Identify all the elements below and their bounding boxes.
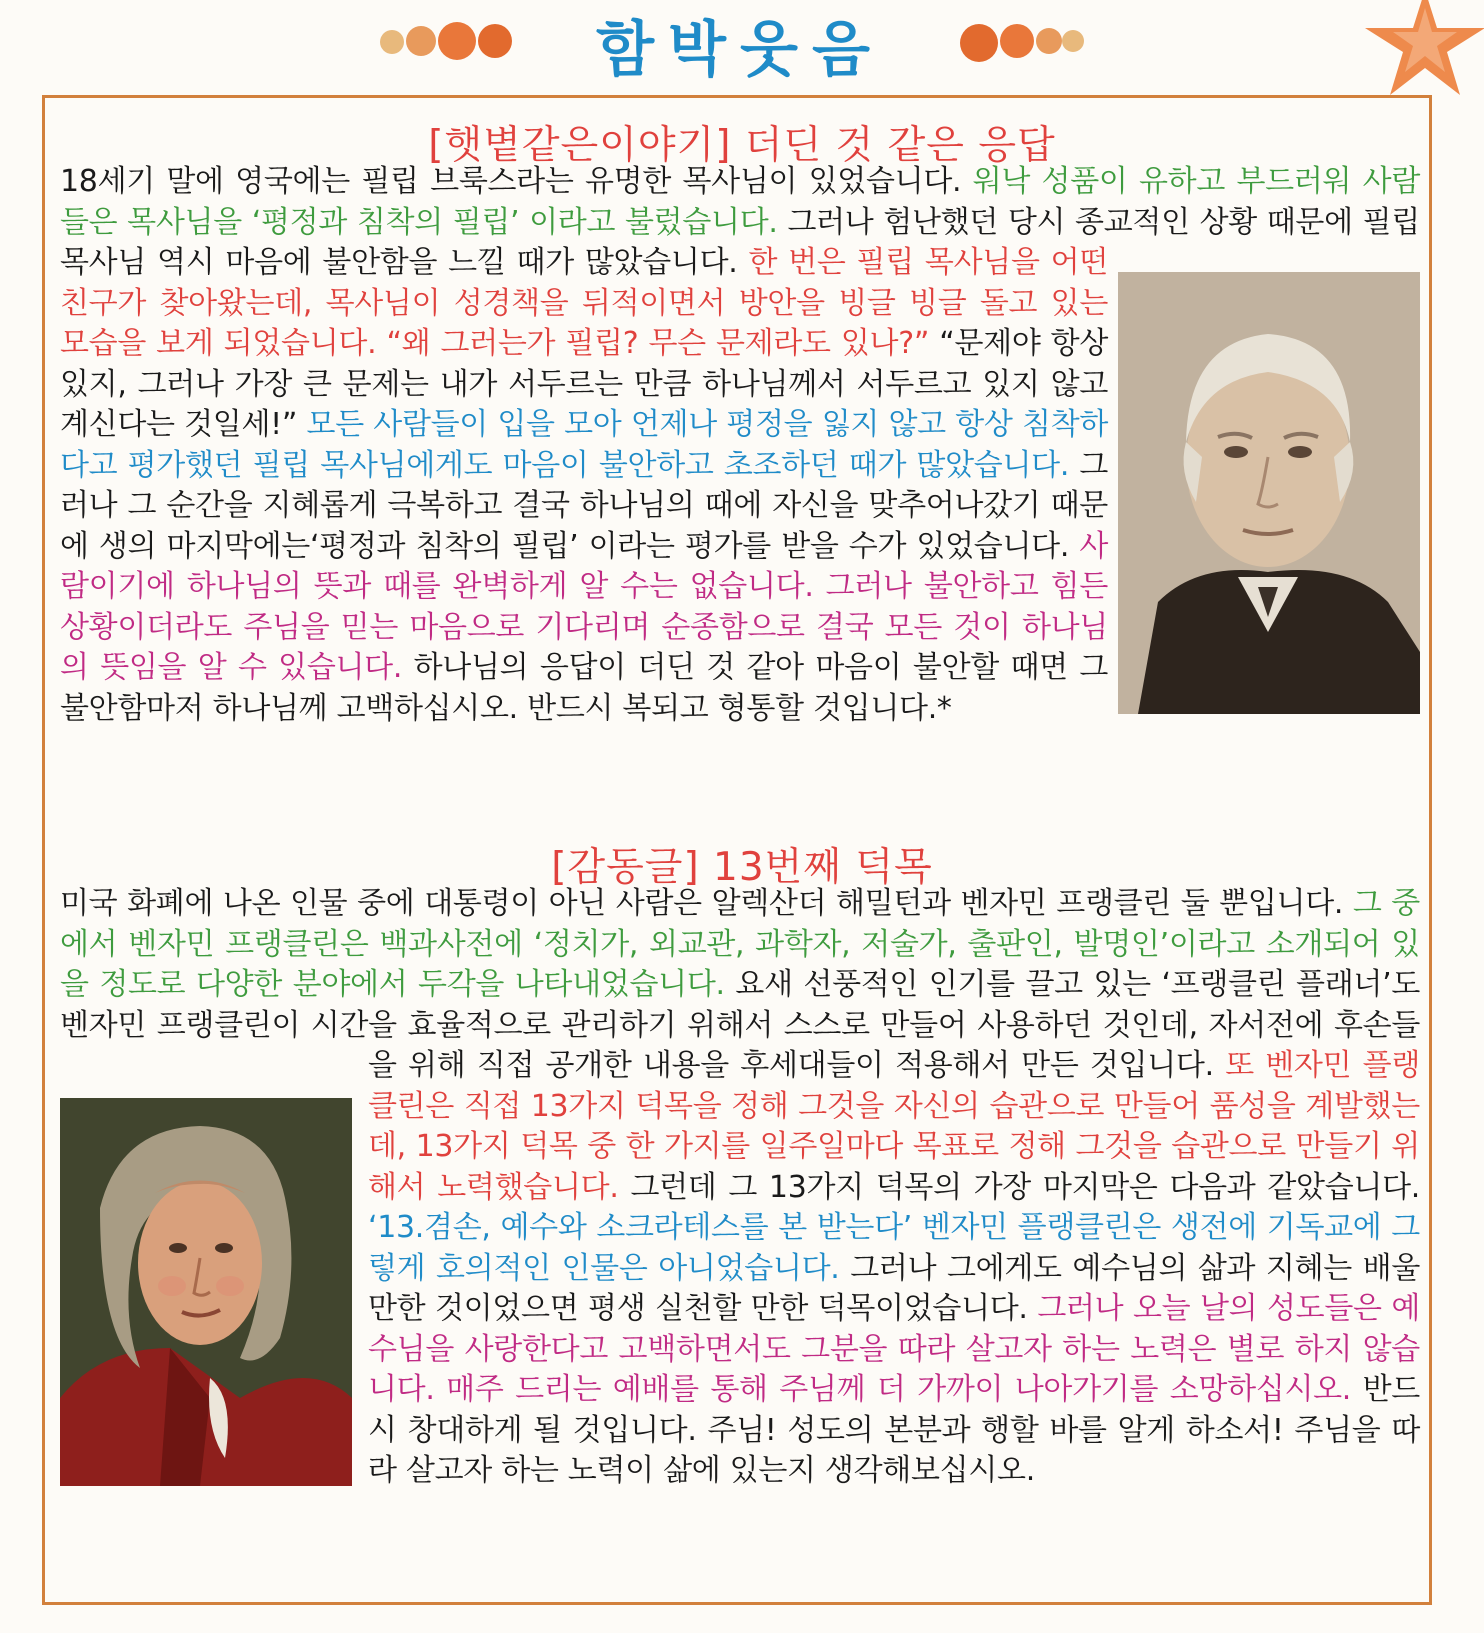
story2-heading: [감동글] 13번째 덕목	[551, 845, 933, 890]
star-icon	[1355, 0, 1484, 100]
page-title: 함박웃음	[596, 15, 884, 85]
story1-segment: 사람이기에 하나님의 뜻과 때를 완벽하게 알 수는 없습니다. 그러나 불안하고 힘든 상황이더라도 주님을 믿는 마음으로 기다리며 순종함으로 결국 모든 것이 하나님의 뜻임을 알 수 있습니다.	[60, 528, 1108, 685]
story1-segment: “문제야 항상 있지, 그러나 가장 큰 문제는 내가 서두르는 만큼 하나님께서 서두르고 있지 않고 계신다는 것일세!”	[60, 326, 1108, 442]
story2-segment: 미국 화폐에 나온 인물 중에 대통령이 아닌 사람은 알렉산더 해밀턴과 벤자민 프랭클린 둘 뿐입니다.	[60, 886, 1353, 921]
story2-segment: 반드시 창대하게 될 것입니다. 주님! 성도의 본분과 행할 바를 알게 하소서! 주님을 따라 살고자 하는 노력이 삶에 있는지 생각해보십시오.	[368, 1372, 1420, 1488]
story2-text	[60, 884, 1420, 1492]
story2-segment: ‘13.겸손, 예수와 소크라테스를 본 받는다’ 벤자민 플랭클린은 생전에 기독교에 그렇게 호의적인 인물은 아니었습니다.	[368, 1210, 1420, 1286]
story1-segment: 그러나 험난했던 당시 종교적인 상황 때문에 필립 목사님 역시 마음에 불안함을 느낄 때가 많았습니다.	[60, 204, 1420, 280]
story2-segment: 그 중에서 벤자민 프랭클린은 백과사전에 ‘정치가, 외교관, 과학자, 저술가, 출판인, 발명인’이라고 소개되어 있을 정도로 다양한 분야에서 두각을 나타내었습니다.	[60, 886, 1420, 1002]
page-header	[0, 0, 1484, 90]
story2-segment: 요새 선풍적인 인기를 끌고 있는 ‘프랭클린 플래너’도 벤자민 프랭클린이 시간을 효율적으로 관리하기 위해서 스스로 만들어 사용하던 것인데, 자서전에 후손들을 위해 직접 공개한 내용을 후세대들이 적용해서 만든 것입니다.	[60, 967, 1421, 1083]
story2-segment: 그러나 그에게도 예수님의 삶과 지혜는 배울만한 것이었으면 평생 실천할 만한 덕목이었습니다.	[368, 1250, 1420, 1326]
story2-segment: 그러나 오늘 날의 성도들은 예수님을 사랑한다고 고백하면서도 그분을 따라 살고자 하는 노력은 별로 하지 않습니다. 매주 드리는 예배를 통해 주님께 더 가까이 나아가기를 소망하십시오.	[368, 1291, 1420, 1407]
story2-segment: 그런데 그 13가지 덕목의 가장 마지막은 다음과 같았습니다.	[630, 1169, 1421, 1205]
story2-segment: 또 벤자민 플랭클린은 직접 13가지 덕목을 정해 그것을 자신의 습관으로 만들어 품성을 계발했는데, 13가지 덕목 중 한 가지를 일주일마다 목표로 정해 그것을 습관으로 만들기 위해서 노력했습니다.	[368, 1048, 1420, 1205]
story1-heading: [햇볕같은이야기] 더딘 것 같은 응답	[428, 123, 1056, 168]
story1-text-top	[60, 162, 1420, 729]
story1-segment: 모든 사람들이 입을 모아 언제나 평정을 잃지 않고 항상 침착하다고 평가했던 필립 목사님에게도 마음이 불안하고 초조하던 때가 많았습니다.	[60, 407, 1109, 483]
story1-segment: 18세기 말에 영국에는 필립 브룩스라는 유명한 목사님이 있었습니다.	[60, 164, 973, 199]
story1-segment: 한 번은 필립 목사님을 어떤 친구가 찾아왔는데, 목사님이 성경책을 뒤적이면서 방안을 빙글 빙글 돌고 있는 모습을 보게 되었습니다. “왜 그러는가 필립? 무슨 문제라도 있나?”	[60, 245, 1108, 361]
story1-segment: 워낙 성품이 유하고 부드러워 사람들은 목사님을 ‘평정과 침착의 필립’ 이라고 불렀습니다.	[60, 164, 1421, 240]
story1-segment: 하나님의 응답이 더딘 것 같아 마음이 불안할 때면 그 불안함마저 하나님께 고백하십시오. 반드시 복되고 형통할 것입니다.*	[60, 650, 1108, 726]
story1-segment: 그러나 그 순간을 지혜롭게 극복하고 결국 하나님의 때에 자신을 맞추어나갔기 때문에 생의 마지막에는‘평정과 침착의 필립’ 이라는 평가를 받을 수가 있었습니다.	[60, 447, 1108, 564]
